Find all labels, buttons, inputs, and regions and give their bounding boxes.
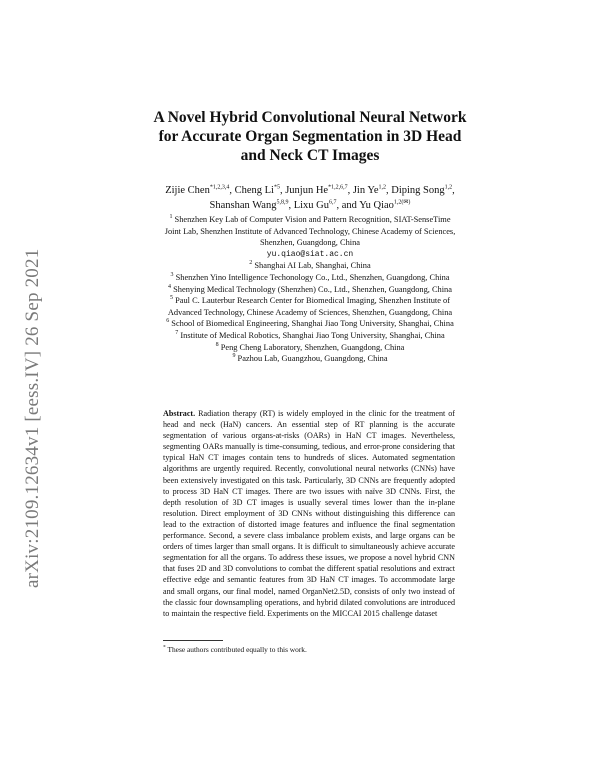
- affiliation-line: $^2$ Shanghai AI Lab, Shanghai, China: [249, 260, 371, 271]
- author-list: [120, 183, 500, 213]
- affiliation-line: $^1$ Shenzhen Key Lab of Computer Vision and Pattern Recognition, SIAT-SenseTime: [169, 214, 451, 224]
- author-line: Shanshan Wang$^{5,8,9}$, Lixu Gu$^{6,7}$, and Yu Qiao$^{1,2(✉)}$: [209, 199, 411, 211]
- author-name: Junjun He: [285, 185, 329, 196]
- title-line: for Accurate Organ Segmentation in 3D Head: [158, 128, 462, 145]
- author-name: Zijie Chen: [165, 185, 210, 196]
- contact-email: yu.qiao@siat.ac.cn: [266, 249, 354, 259]
- author-name: Cheng Li: [234, 185, 274, 196]
- author-line: Zijie Chen$^{*1,2,3,4}$, Cheng Li$^{*5}$, Junjun He$^{*1,2,6,7}$, Jin Ye$^{1,2}$, Diping Song$^{1,2}$,: [165, 184, 455, 196]
- author-name: Shanshan Wang: [209, 200, 277, 211]
- affiliation-line: $^7$ Institute of Medical Robotics, Shanghai Jiao Tong University, Shanghai, China: [175, 330, 445, 340]
- affiliation-line: Advanced Technology, Chinese Academy of Sciences, Shenzhen, Guangdong, China: [167, 307, 453, 317]
- affiliation-line: Shenzhen, Guangdong, China: [259, 238, 361, 248]
- affiliation-line: $^6$ School of Biomedical Engineering, Shanghai Jiao Tong University, Shanghai, China: [166, 318, 454, 329]
- paper-title: [120, 108, 500, 165]
- title-line: A Novel Hybrid Convolutional Neural Network: [153, 109, 467, 126]
- and-word: and: [341, 200, 357, 211]
- footnote-rule: [163, 640, 223, 641]
- affiliation-line: $^3$ Shenzhen Yino Intelligence Techonology Co., Ltd., Shenzhen, Guangdong, China: [170, 272, 450, 282]
- title-line: and Neck CT Images: [240, 147, 380, 164]
- abstract-label: Abstract.: [163, 409, 196, 418]
- affiliation-line: $^8$ Peng Cheng Laboratory, Shenzhen, Guangdong, China: [215, 341, 405, 352]
- affiliation-line: $^9$ Pazhou Lab, Guangzhou, Guangdong, China: [232, 353, 388, 364]
- footnote-text: These authors contributed equally to this work.: [167, 645, 307, 654]
- abstract-paragraph: [163, 408, 455, 619]
- footnote: * These authors contributed equally to this work.: [163, 644, 307, 654]
- abstract: [163, 408, 455, 619]
- affiliation-line: $^5$ Paul C. Lauterbur Research Center for Biomedical Imaging, Shenzhen Institute of: [170, 295, 450, 306]
- author-name: Lixu Gu: [293, 200, 330, 211]
- author-name: Diping Song: [391, 185, 445, 196]
- affiliations: [120, 214, 500, 365]
- arxiv-identifier-stamp: arXiv:2109.12634v1 [eess.IV] 26 Sep 2021: [22, 248, 43, 588]
- affiliation-line: $^4$ Shenying Medical Technology (Shenzhen) Co., Ltd., Shenzhen, Guangdong, China: [168, 283, 452, 294]
- affiliation-line: Joint Lab, Shenzhen Institute of Advanced Technology, Chinese Academy of Sciences,: [164, 226, 456, 236]
- author-name: Jin Ye: [352, 185, 379, 196]
- abstract-text: Radiation therapy (RT) is widely employed in the clinic for the treatment of head and neck (HaN) cancers. An essential step of RT planning is the accurate segmentation of various organs-at-risks (OARs) in HaN CT images. Nevertheless, segmenting OARs manually is time-consuming, tedious, and error-prone considering that typical HaN CT images contain tens to hundreds of slices. Automated segmentation algorithms are urgently required. Recently, convolutional neural networks (CNNs) have been extensively investigated on this task. Particularly, 3D CNNs are frequently adopted to process 3D HaN CT images. There are two issues with naïve 3D CNNs. First, the depth resolution of 3D CT images is usually several times lower than the in-plane resolution. Direct employment of 3D CNNs without distinguishing this difference can lead to the extraction of distorted image features and influence the final segmentation performance. Second, a severe class imbalance problem exists, and large organs can be orders of times larger than small organs. It is difficult to simultaneously achieve accurate segmentation for all the organs. To address these issues, we propose a novel hybrid CNN that fuses 2D and 3D convolutions to combat the different spatial resolutions and extract effective edge and semantic features from 3D HaN CT images. To accommodate large and small organs, our final model, named OrganNet2.5D, consists of only two instead of the classic four downsampling operations, and hybrid dilated convolutions are introduced to maintain the respective field. Experiments on the MICCAI 2015 challenge dataset: [163, 409, 455, 618]
- author-name: Yu Qiao: [359, 200, 394, 211]
